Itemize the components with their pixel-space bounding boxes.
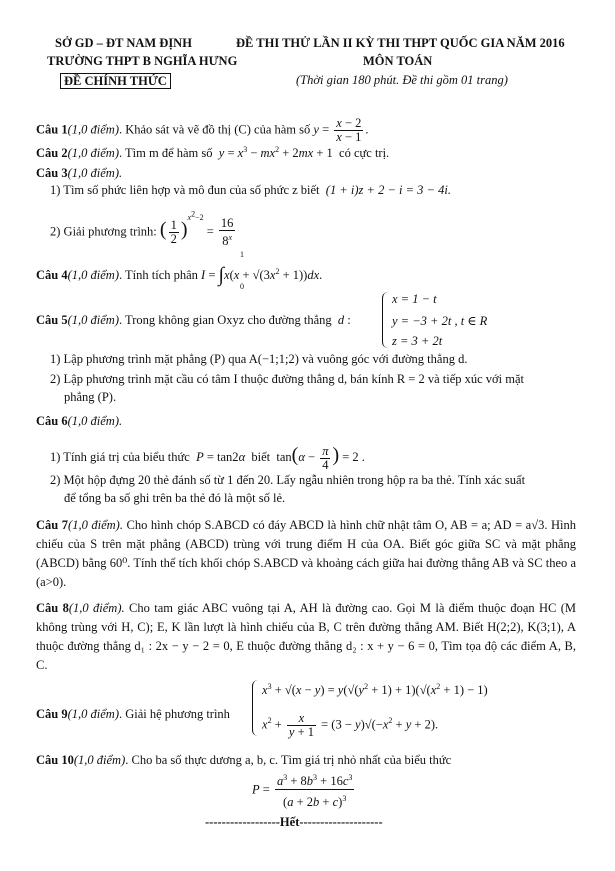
question-2: Câu 2(1,0 điểm). Tìm m để hàm số $y = x^3 - mx^2 + 2mx + 1$ có cực trị. <box>36 145 390 161</box>
question-5-part-2b: phẳng (P). <box>64 390 117 404</box>
question-4: Câu 4(1,0 điểm). Tính tích phân $I = \int x(x + √(3x^2 + 1))dx$. <box>36 264 323 286</box>
line-eq-z: z = 3 + 2t <box>392 334 443 348</box>
question-6: Câu 6(1,0 điểm). <box>36 414 123 428</box>
expression-P: P = $\frac{a^3 + 8b^3 + 16c^3}{(a + 2b + c)^3}$ <box>252 770 356 811</box>
question-1: Câu 1(1,0 điểm). Khảo sát và vẽ đồ thị (C) của hàm số y = $\frac{x - 2}{x - 1}$ . <box>36 116 369 144</box>
integral-upper-limit: 1 <box>240 250 244 259</box>
question-3-part-1: 1) Tìm số phức liên hợp và mô đun của số phức z biết (1 + i)z + 2 − i = 3 − 4i. <box>50 183 451 197</box>
system-eq-1: $x^3 + √(x - y) = y(√(y^2 + 1) + 1)(√(x^2 + 1) - 1)$ <box>262 682 488 698</box>
question-8: Câu 8(1,0 điểm). Cho tam giác ABC vuông tại A, AH là đường cao. Gọi M là điểm thuộc đoạn HC (M không trùng với H, C); E, K lần lượt là hình chiếu của B, C trên đường thẳng AM. Biết H(2;2), K(3;1), A thuộc đường thẳng d₁ : 2x − y − 2 = 0, E thuộc đường thẳng d₂ : x + y − 6 = 0, Tìm tọa độ các điểm A, B, C. <box>36 601 577 672</box>
question-10: Câu 10(1,0 điểm). Cho ba số thực dương a, b, c. Tìm giá trị nhỏ nhất của biểu thức <box>36 753 452 767</box>
question-7: Câu 7(1,0 điểm). Cho hình chóp S.ABCD có đáy ABCD là hình chữ nhật tâm O, AB = a; AD = a√3. Hình chiếu của S trên mặt phẳng (ABCD) trùng với trung điểm H của OA. Biết góc giữa SC và mặt phẳng (ABCD) bằng 60⁰. Tính thể tích khối chóp S.ABCD và khoảng cách giữa hai đường thẳng AB và SC theo a (a>0). <box>36 518 577 589</box>
header-official: ĐỀ CHÍNH THỨC <box>60 73 171 89</box>
line-eq-y: y = −3 + 2t , t ∈ R <box>392 314 488 328</box>
question-9: Câu 9(1,0 điểm). Giải hệ phương trình <box>36 707 230 721</box>
system-brace <box>382 292 389 348</box>
header-school: TRƯỜNG THPT B NGHĨA HƯNG <box>47 54 238 68</box>
question-6-part-1: 1) Tính giá trị của biểu thức P = tan2α biết tan(α − $\frac{\pi}{4}$ ) = 2 . <box>50 443 365 472</box>
system-eq-2: $x^2$ + $\frac{x}{y + 1}$ = $(3 - y)√(-x^2 + y + 2)$. <box>262 711 439 739</box>
question-6-part-2b: để tổng ba số ghi trên ba thẻ đó là một số lẻ. <box>64 491 286 505</box>
question-3-part-2: 2) Giải phương trình: ( $\frac{1}{2}$ )$^{x^2-2}$ = $\frac{16}{8^x}$ <box>50 209 234 249</box>
question-5-part-2a: 2) Lập phương trình mặt cầu có tâm I thuộc đường thẳng d, bán kính R = 2 và tiếp xúc với mặt <box>50 372 525 386</box>
question-5-part-1: 1) Lập phương trình mặt phẳng (P) qua A(−1;1;2) và vuông góc với đường thẳng d. <box>50 352 468 366</box>
question-5: Câu 5(1,0 điểm). Trong không gian Oxyz cho đường thẳng d : <box>36 313 351 327</box>
header-time-note: (Thời gian 180 phút. Đề thi gồm 01 trang) <box>296 73 508 87</box>
end-marker: ------------------Hết-------------------- <box>205 815 383 829</box>
header-dept: SỞ GD – ĐT NAM ĐỊNH <box>55 36 192 50</box>
header-exam-title: ĐỀ THI THỬ LẦN II KỲ THI THPT QUỐC GIA NĂM 2016 <box>236 36 565 50</box>
header-subject: MÔN TOÁN <box>363 54 433 68</box>
line-eq-x: x = 1 − t <box>392 292 437 306</box>
question-3: Câu 3(1,0 điểm). <box>36 166 123 180</box>
question-6-part-2a: 2) Một hộp đựng 20 thẻ đánh số từ 1 đến 20. Lấy ngẫu nhiên trong hộp ra ba thẻ. Tính xác suất <box>50 473 526 487</box>
integral-lower-limit: 0 <box>240 282 244 291</box>
system-brace-2 <box>252 680 259 736</box>
